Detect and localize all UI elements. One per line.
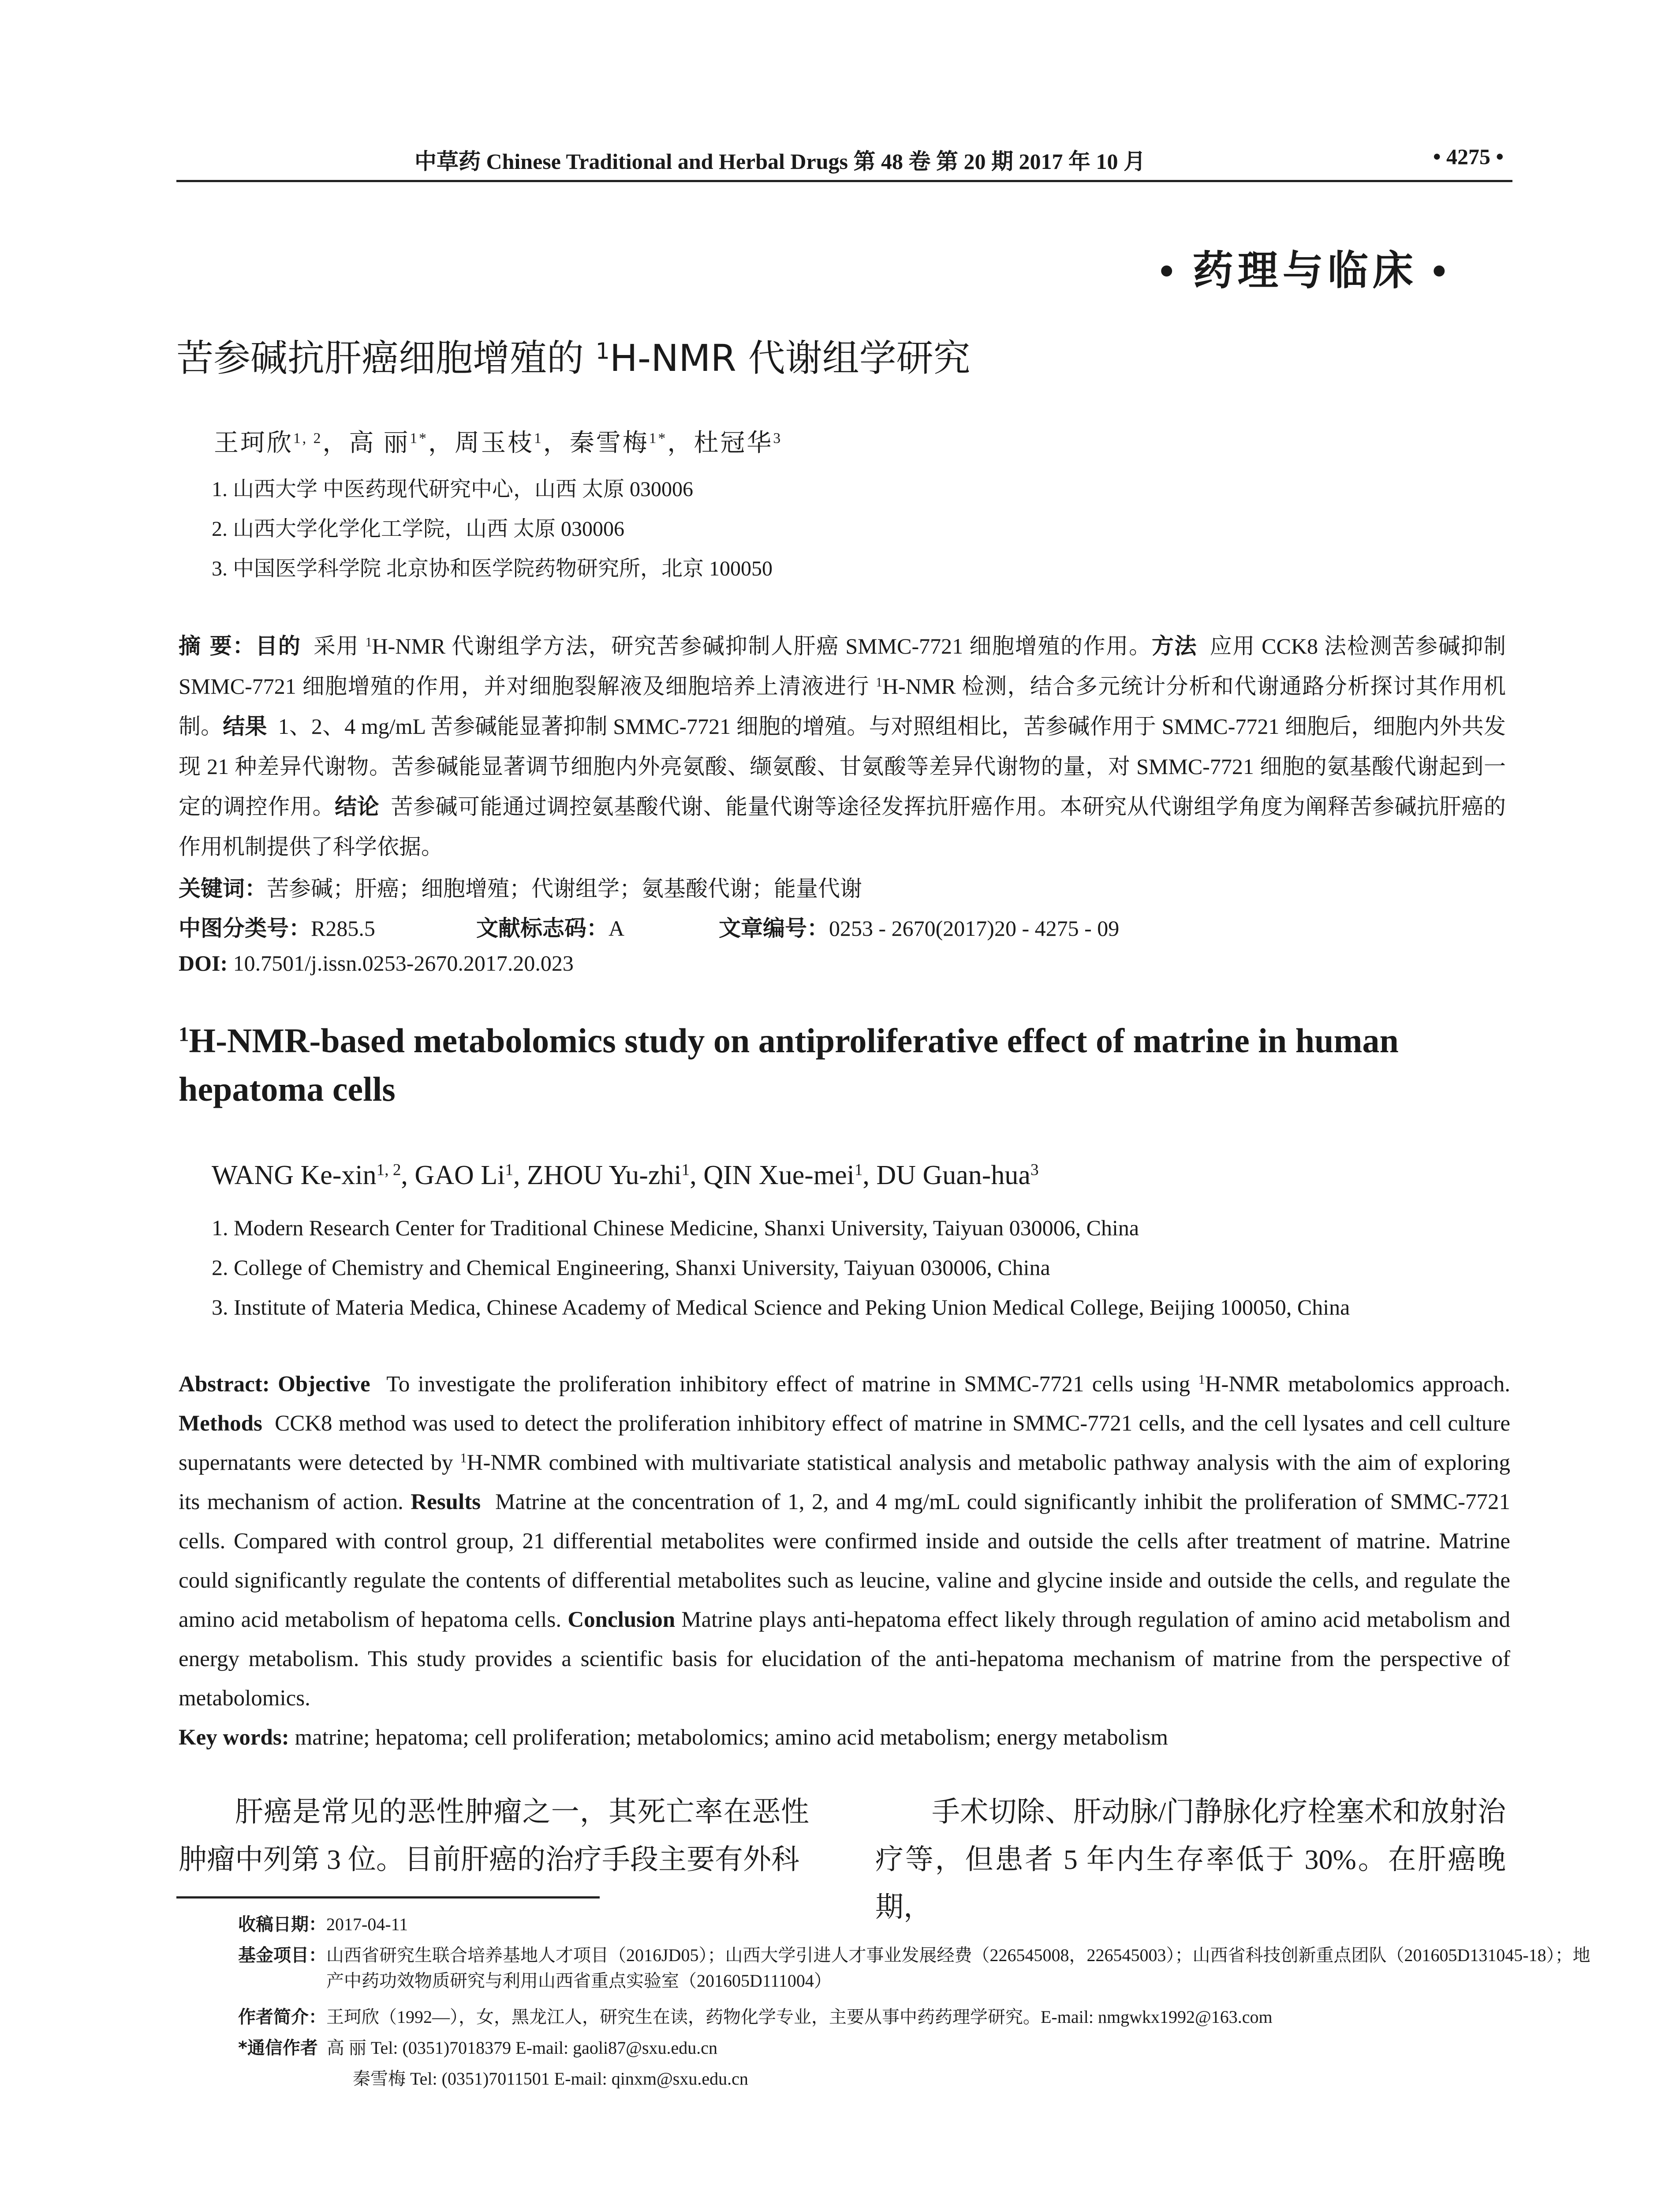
footnote-received: 收稿日期：2017-04-11: [238, 1914, 408, 1935]
en-authors: WANG Ke-xin$^{1, 2}$, GAO Li$^1$, ZHOU Yu-zhi$^1$, QIN Xue-mei$^1$, DU Guan-hua$^3$: [212, 1160, 1039, 1190]
en-abstract: Abstract: Objective To investigate the proliferation inhibitory effect of matrine in SMMC-7721 cells using $^1$H-NMR metabolomics approach. Methods CCK8 method was used to detect the proliferation inhibitory effect of matrine in SMMC-7721 cells, and the cell lysates and cell culture supernatants were detected by $^1$H-NMR combined with multivariate statistical analysis and metabolic pathway analysis with the aim of exploring its mechanism of action. Results Matrine at the concentration of 1, 2, and 4 mg/mL could significantly inhibit the proliferation of SMMC-7721 cells. Compared with control group, 21 differential metabolites were confirmed inside and outside the cells after treatment of matrine. Matrine could significantly regulate the contents of differential metabolites such as leucine, valine and glycine inside and outside the cells, and regulate the amino acid metabolism of hepatoma cells. Conclusion Matrine plays anti-hepatoma effect likely through regulation of amino acid metabolism and energy metabolism. This study provides a scientific basis for elucidation of the anti-hepatoma mechanism of matrine from the perspective of metabolomics. Key words: matrine; hepatoma; cell proliferation; metabolomics; amino acid metabolism; energy metabolism: [179, 1372, 1511, 1750]
classification-line: 中图分类号：R285.5: [179, 916, 375, 941]
cn-title: 苦参碱抗肝癌细胞增殖的 $^1$H-NMR 代谢组学研究: [176, 336, 971, 380]
document-code: 文献标志码：A: [476, 916, 625, 941]
body-column-left: 肝癌是常见的恶性肿瘤之一，其死亡率在恶性肿瘤中列第 3 位。目前肝癌的治疗手段主要有外科: [179, 1796, 809, 1875]
footnote-corresponding-2: 秦雪梅 Tel: (0351)7011501 E-mail: qinxm@sxu.edu.cn: [353, 2069, 748, 2089]
footnote-divider: [176, 1896, 600, 1899]
doi: DOI: 10.7501/j.issn.0253-2670.2017.20.023: [179, 951, 574, 975]
cn-affiliation-3: 3. 中国医学科学院 北京协和医学院药物研究所，北京 100050: [212, 557, 773, 580]
footnote-corresponding: *通信作者 高 丽 Tel: (0351)7018379 E-mail: gaoli87@sxu.edu.cn: [238, 2038, 718, 2058]
en-affiliation-1: 1. Modern Research Center for Traditional Chinese Medicine, Shanxi University, Taiyuan 030006, China: [212, 1215, 1139, 1240]
en-affiliation-3: 3. Institute of Materia Medica, Chinese Academy of Medical Science and Peking Union Medical College, Beijing 100050, China: [212, 1295, 1350, 1319]
cn-affiliation-1: 1. 山西大学 中医药现代研究中心，山西 太原 030006: [212, 478, 694, 501]
running-header: [176, 140, 1512, 182]
cn-keywords: 关键词：苦参碱；肝癌；细胞增殖；代谢组学；氨基酸代谢；能量代谢: [179, 876, 862, 901]
cn-abstract: 摘 要：目的 采用 $^1$H-NMR 代谢组学方法，研究苦参碱抑制人肝癌 SMMC-7721 细胞增殖的作用。方法 应用 CCK8 法检测苦参碱抑制 SMMC-7721 细胞增殖的作用，并对细胞裂解液及细胞培养上清液进行 $^1$H-NMR 检测，结合多元统计分析和代谢通路分析探讨其作用机制。结果 1、2、4 mg/mL 苦参碱能显著抑制 SMMC-7721 细胞的增殖。与对照组相比，苦参碱作用于 SMMC-7721 细胞后，细胞内外共发现 21 种差异代谢物。苦参碱能显著调节细胞内外亮氨酸、缬氨酸、甘氨酸等差异代谢物的量，对 SMMC-7721 细胞的氨基酸代谢起到一定的调控作用。结论 苦参碱可能通过调控氨基酸代谢、能量代谢等途径发挥抗肝癌作用。本研究从代谢组学角度为阐释苦参碱抗肝癌的作用机制提供了科学依据。: [179, 633, 1506, 859]
article-number: 文章编号：0253 - 2670(2017)20 - 4275 - 09: [719, 916, 1120, 941]
cn-authors: 王珂欣$^{1, 2}$，高 丽$^{1*}$，周玉枝$^1$，秦雪梅$^{1*}$，杜冠华$^3$: [214, 430, 783, 457]
footnote-fund: 基金项目：山西省研究生联合培养基地人才项目（2016JD05）；山西大学引进人才事业发展经费（226545008，226545003）；山西省科技创新重点团队（201605D131045-18）；地产中药功效物质研究与利用山西省重点实验室（201605D111004）: [238, 1945, 1590, 1991]
en-affiliation-2: 2. College of Chemistry and Chemical Engineering, Shanxi University, Taiyuan 030006, China: [212, 1255, 1050, 1280]
journal-header: 中草药 Chinese Traditional and Herbal Drugs 第 48 卷 第 20 期 2017 年 10 月: [414, 149, 1146, 174]
page-number: • 4275 •: [1433, 144, 1504, 169]
section-label: • 药理与临床 •: [1159, 248, 1451, 293]
body-column-right: 手术切除、肝动脉/门静脉化疗栓塞术和放射治疗等，但患者 5 年内生存率低于 30%。在肝癌晚期，: [875, 1796, 1506, 1923]
footnote-author: 作者简介：王珂欣（1992—），女，黑龙江人，研究生在读，药物化学专业，主要从事中药药理学研究。E-mail: nmgwkx1992@163.com: [238, 2007, 1273, 2027]
cn-affiliation-2: 2. 山西大学化学化工学院，山西 太原 030006: [212, 517, 625, 541]
en-title: $^1$H-NMR-based metabolomics study on antiproliferative effect of matrine in human hepatoma cells: [179, 1021, 1399, 1108]
